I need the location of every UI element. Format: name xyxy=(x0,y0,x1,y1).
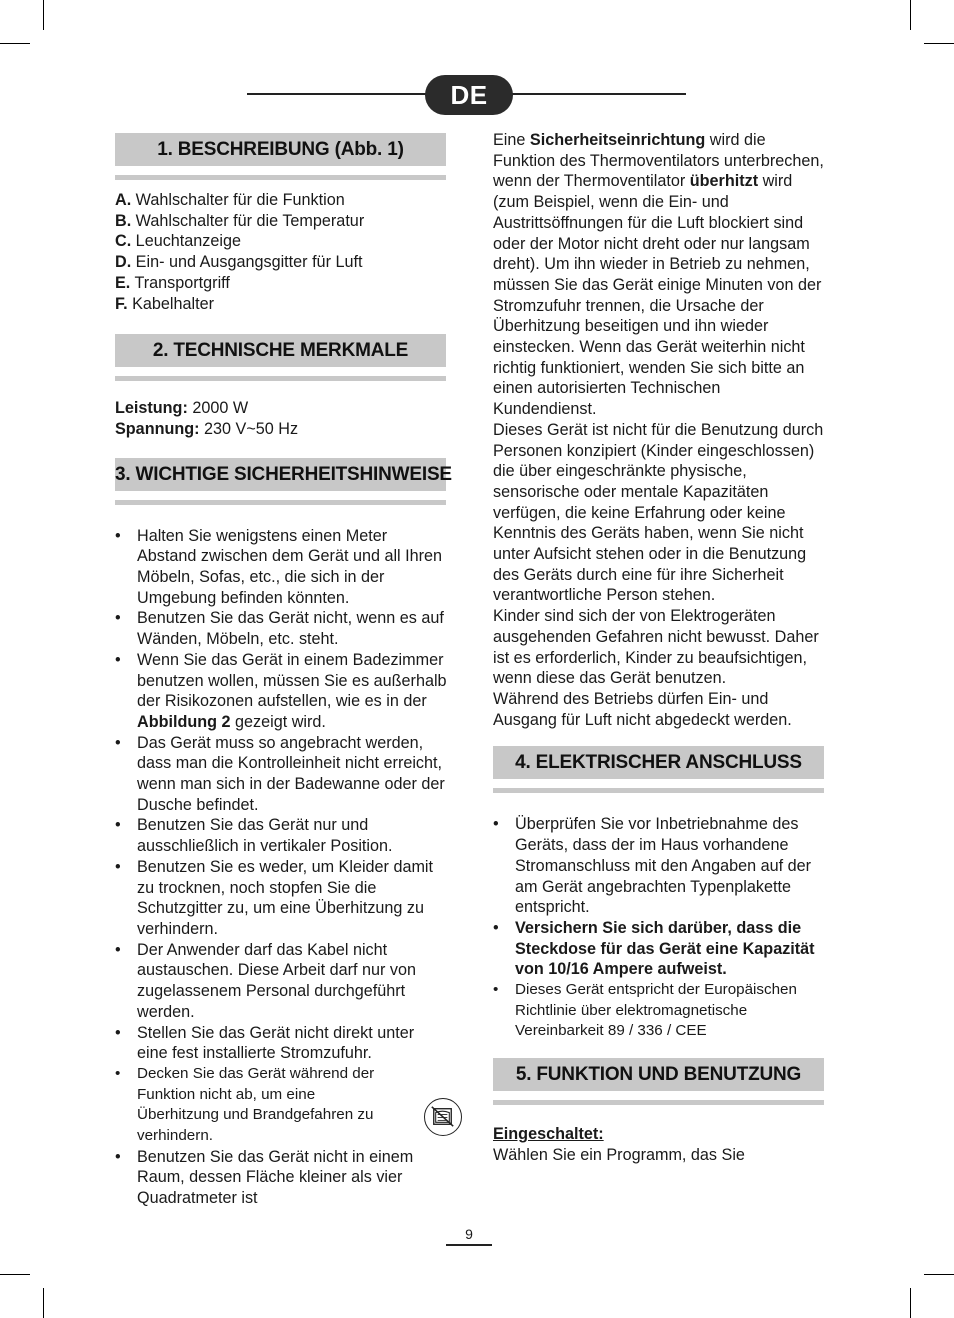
right-column xyxy=(493,130,828,1166)
list-item: F. Kabelhalter xyxy=(115,294,214,313)
paragraph-program: Wählen Sie ein Programm, das Sie xyxy=(493,1145,745,1164)
page-number-rule xyxy=(446,1244,492,1246)
list-item: • Dieses Gerät entspricht der Europäischen Richtlinie über elektromagnetische Vereinbarkeit 89 / 336 / CEE xyxy=(493,980,828,1042)
section-heading-sicherheitshinweise: 3. WICHTIGE SICHERHEITSHINWEISE xyxy=(115,458,446,491)
list-item: B. Wahlschalter für die Temperatur xyxy=(115,211,365,230)
safety-list xyxy=(115,526,447,1209)
list-item: • Benutzen Sie das Gerät nur und ausschließlich in vertikaler Position. xyxy=(115,815,447,856)
section-rule xyxy=(115,500,446,505)
do-not-cover-icon xyxy=(424,1098,462,1136)
list-item: C. Leuchtanzeige xyxy=(115,232,241,251)
list-item: • Decken Sie das Gerät während der Funktion nicht ab, um eine Überhitzung und Brandgefahren zu verhindern. xyxy=(115,1064,447,1147)
section-rule xyxy=(115,175,446,180)
crop-mark xyxy=(0,43,30,44)
section-rule xyxy=(115,376,446,381)
crop-mark xyxy=(910,1288,911,1318)
crop-mark xyxy=(924,43,954,44)
crop-mark xyxy=(910,0,911,30)
header-rule-right xyxy=(511,93,686,95)
section-heading-funktion-und-benutzung: 5. FUNKTION UND BENUTZUNG xyxy=(493,1058,824,1091)
header-rule-left xyxy=(247,93,427,95)
list-item: • Stellen Sie das Gerät nicht direkt unter eine fest installierte Stromzufuhr. xyxy=(115,1023,447,1064)
crop-mark xyxy=(43,0,44,30)
paragraph-operation: Während des Betriebs dürfen Ein- und Ausgang für Luft nicht abgedeckt werden. xyxy=(493,689,792,729)
language-badge: DE xyxy=(425,75,513,115)
spec-power: Leistung: 2000 W xyxy=(115,399,249,418)
subheading-eingeschaltet: Eingeschaltet: xyxy=(493,1125,604,1144)
section-rule xyxy=(493,788,824,793)
list-item: • Halten Sie wenigstens einen Meter Abstand zwischen dem Gerät und all Ihren Möbeln, Sofas, etc., die sich in der Umgebung befinden könnten. xyxy=(115,526,447,609)
paragraph-persons: Dieses Gerät ist nicht für die Benutzung durch Personen konzipiert (Kinder eingeschlossen) die über eingeschränkte physische, sensorische oder mentale Kapazitäten verfügen, die keine Erfahrung oder keine Kenntnis des Geräts haben, wenn Sie nicht unter Aufsicht stehen oder in die Benutzung des Geräts durch eine für ihre Sicherheit verantwortliche Person stehen. xyxy=(493,420,824,605)
spec-list xyxy=(115,398,447,439)
paragraph-children: Kinder sind sich der von Elektrogeräten ausgehenden Gefahren nicht bewusst. Daher ist es erforderlich, Kinder zu beaufsichtigen, wenn diese das Gerät benutzen. xyxy=(493,607,819,688)
crop-mark xyxy=(924,1274,954,1275)
list-item: • Benutzen Sie das Gerät nicht in einem Raum, dessen Fläche kleiner als vier Quadratmeter ist xyxy=(115,1147,447,1209)
list-item: • Benutzen Sie das Gerät nicht, wenn es auf Wänden, Möbeln, etc. steht. xyxy=(115,608,447,649)
crop-mark xyxy=(43,1288,44,1318)
section-heading-technische-merkmale: 2. TECHNISCHE MERKMALE xyxy=(115,334,446,367)
list-item: • Versichern Sie sich darüber, dass die Steckdose für das Gerät eine Kapazität von 10/16 Ampere aufweist. xyxy=(493,918,828,980)
list-item: D. Ein- und Ausgangsgitter für Luft xyxy=(115,253,363,272)
left-column xyxy=(115,133,452,1209)
paragraph-safety-device: Eine Sicherheitseinrichtung wird die Funktion des Thermoventilators unterbrechen, wenn der Thermoventilator überhitzt wird (zum Beispiel, wenn die Ein- und Austrittsöffnungen für die Luft blockiert sind oder der Motor nicht dreht oder nur langsam dreht). Um ihn wieder in Betrieb zu nehmen, müssen Sie das Gerät einige Minuten von der Stromzufuhr trennen, die Ursache der Überhitzung beseitigen und ihn wieder einstecken. Wenn das Gerät weiterhin nicht richtig funktioniert, wenden Sie sich bitte an einen autorisierten Technischen Kundendienst. xyxy=(493,131,824,419)
list-item: • Das Gerät muss so angebracht werden, dass man die Kontrolleinheit nicht erreicht, wenn man sich in der Badewanne oder der Dusche befindet. xyxy=(115,733,447,816)
list-item: • Benutzen Sie es weder, um Kleider damit zu trocknen, noch stopfen Sie die Schutzgitter zu, um eine Überhitzung zu verhindern. xyxy=(115,857,447,940)
description-list xyxy=(115,190,447,314)
function-text xyxy=(493,1124,828,1165)
section-heading-beschreibung: 1. BESCHREIBUNG (Abb. 1) xyxy=(115,133,446,166)
list-item: • Überprüfen Sie vor Inbetriebnahme des Geräts, dass der im Haus vorhandene Stromanschluss mit den Angaben auf der am Gerät angebrachten Typenplakette entspricht. xyxy=(493,814,828,918)
list-item: • Der Anwender darf das Kabel nicht austauschen. Diese Arbeit darf nur von zugelassenem Personal durchgeführt werden. xyxy=(115,940,447,1023)
electrical-list xyxy=(493,814,828,1042)
section-heading-elektrischer-anschluss: 4. ELEKTRISCHER ANSCHLUSS xyxy=(493,746,824,779)
spec-voltage: Spannung: 230 V~50 Hz xyxy=(115,419,299,438)
crop-mark xyxy=(0,1274,30,1275)
list-item: A. Wahlschalter für die Funktion xyxy=(115,191,345,209)
section-rule xyxy=(493,1100,824,1105)
page-number: 9 xyxy=(465,1226,473,1242)
list-item: • Wenn Sie das Gerät in einem Badezimmer benutzen wollen, müssen Sie es außerhalb der Risikozonen aufstellen, wie es in der Abbildung 2 gezeigt wird. xyxy=(115,650,447,733)
list-item: E. Transportgriff xyxy=(115,273,230,292)
